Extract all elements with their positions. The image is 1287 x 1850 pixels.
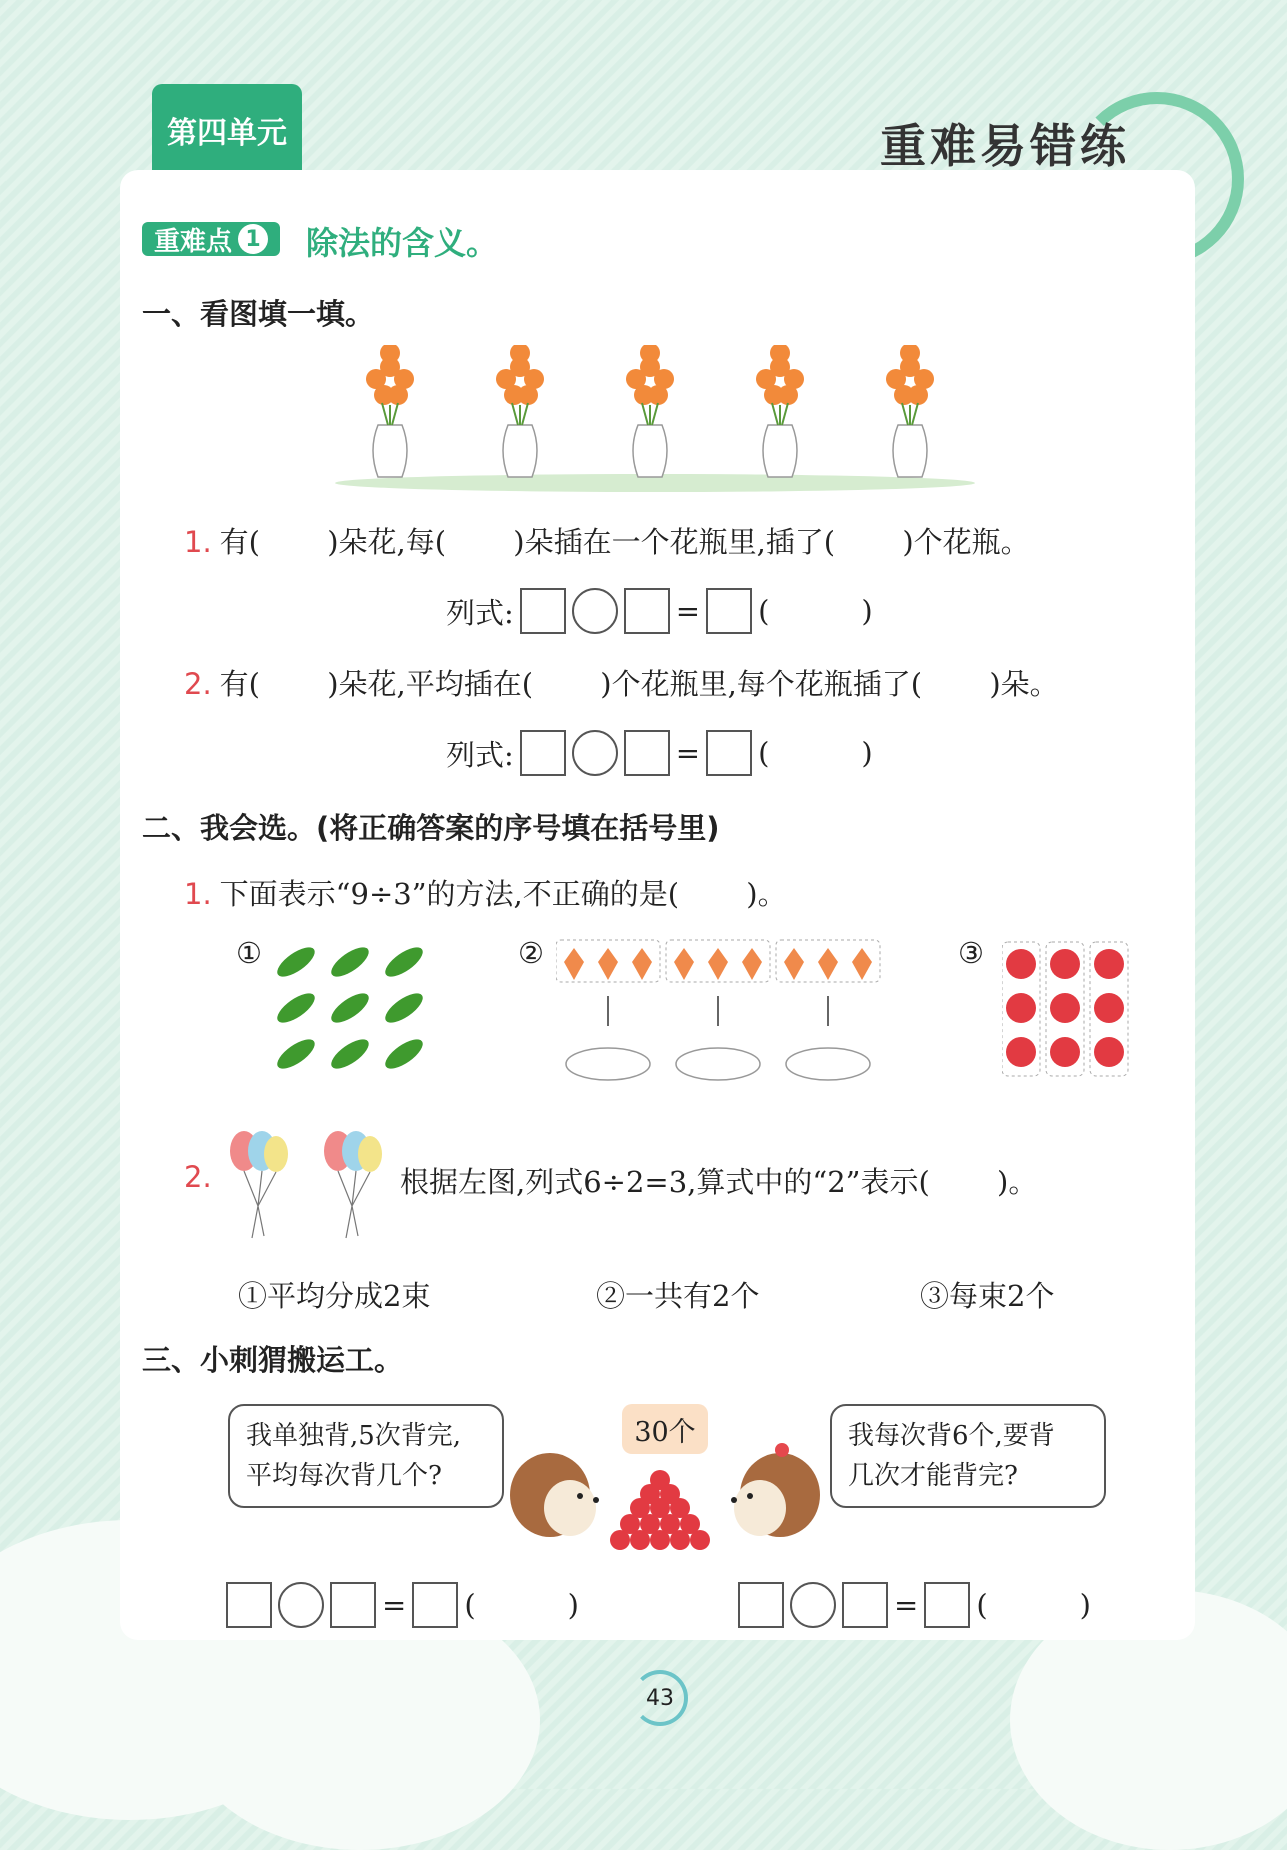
cucumber-icon xyxy=(273,942,319,982)
answer-box[interactable] xyxy=(520,588,566,634)
key-point-number: 1 xyxy=(238,224,268,254)
choice-3: ③每束2个 xyxy=(920,1279,1055,1313)
flower-vase xyxy=(496,345,544,477)
plate-icon xyxy=(676,1048,760,1080)
apple-icon xyxy=(1050,949,1080,979)
operator-circle[interactable] xyxy=(572,730,618,776)
cucumbers-illustration xyxy=(268,940,438,1080)
equals-sign: = xyxy=(382,1588,407,1622)
equals-sign: = xyxy=(675,594,701,628)
question-text: 有( )朵花,平均插在( )个花瓶里,每个花瓶插了( )朵。 xyxy=(219,667,1059,701)
answer-box[interactable] xyxy=(330,1582,376,1628)
apple-icon xyxy=(1094,949,1124,979)
option-mark-2: ② xyxy=(518,936,544,970)
unit-paren-open: ( xyxy=(464,1588,476,1622)
flower-vase xyxy=(886,345,934,477)
answer-box[interactable] xyxy=(706,588,752,634)
section-3-formula-left xyxy=(226,1582,579,1628)
bubble-line: 我单独背,5次背完, xyxy=(246,1421,462,1451)
cucumber-icon xyxy=(381,1034,427,1074)
cucumber-icon xyxy=(381,942,427,982)
unit-paren-close: ) xyxy=(1079,1588,1091,1622)
question-text: 有( )朵花,每( )朵插在一个花瓶里,插了( )个花瓶。 xyxy=(219,525,1030,559)
apple-icon xyxy=(1094,993,1124,1023)
answer-box[interactable] xyxy=(412,1582,458,1628)
apple-icon xyxy=(650,1470,670,1490)
option-mark-3: ③ xyxy=(958,936,984,970)
apple-icon xyxy=(1006,1037,1036,1067)
answer-box[interactable] xyxy=(520,730,566,776)
carrot-icon xyxy=(708,948,728,980)
flower-vase xyxy=(756,345,804,477)
apple-icon xyxy=(1006,949,1036,979)
carrot-icon xyxy=(598,948,618,980)
question-number: 1. xyxy=(184,877,212,911)
cucumber-icon xyxy=(381,988,427,1028)
hedgehogs-apples-illustration xyxy=(500,1440,830,1560)
unit-label: 第四单元 xyxy=(167,116,287,151)
answer-box[interactable] xyxy=(624,588,670,634)
section-2-q2-text: 根据左图,列式6÷2=3,算式中的“2”表示( )。 xyxy=(400,1165,1038,1199)
flower-vases-illustration xyxy=(330,345,980,495)
answer-box[interactable] xyxy=(226,1582,272,1628)
key-point-tag-label: 重难点 xyxy=(154,226,233,257)
section-1-q1 xyxy=(184,520,1030,561)
option-mark-1: ① xyxy=(236,936,262,970)
answer-box[interactable] xyxy=(924,1582,970,1628)
section-2-q2 xyxy=(184,1160,220,1194)
page-number: 43 xyxy=(632,1670,688,1726)
unit-paren-open: ( xyxy=(758,594,770,628)
carrot-icon xyxy=(564,948,584,980)
cucumber-icon xyxy=(273,988,319,1028)
operator-circle[interactable] xyxy=(572,588,618,634)
unit-paren-open: ( xyxy=(758,736,770,770)
section-2-title: 二、我会选。(将正确答案的序号填在括号里) xyxy=(142,811,720,845)
apple-icon xyxy=(1006,993,1036,1023)
bubble-line: 我每次背6个,要背 xyxy=(848,1421,1055,1451)
cucumber-icon xyxy=(327,942,373,982)
answer-box[interactable] xyxy=(842,1582,888,1628)
carrot-icon xyxy=(784,948,804,980)
flower-vase xyxy=(366,345,414,477)
carrot-icon xyxy=(674,948,694,980)
unit-paren-close: ) xyxy=(861,594,873,628)
question-number: 1. xyxy=(184,525,212,559)
apple-icon xyxy=(1050,993,1080,1023)
apple-count-tag: 30个 xyxy=(622,1404,708,1454)
choice-2: ②一共有2个 xyxy=(596,1279,760,1313)
speech-bubble-left xyxy=(228,1404,504,1508)
cucumber-icon xyxy=(273,1034,319,1074)
section-1-title: 一、看图填一填。 xyxy=(142,297,375,331)
question-number: 2. xyxy=(184,1160,212,1194)
carrot-icon xyxy=(818,948,838,980)
cucumber-icon xyxy=(327,1034,373,1074)
bubble-line: 几次才能背完? xyxy=(848,1461,1018,1491)
answer-box[interactable] xyxy=(706,730,752,776)
apple-icon xyxy=(1050,1037,1080,1067)
operator-circle[interactable] xyxy=(278,1582,324,1628)
flower-vase xyxy=(626,345,674,477)
carrot-icon xyxy=(632,948,652,980)
section-1-q2-formula xyxy=(446,730,873,776)
question-text: 下面表示“9÷3”的方法,不正确的是( )。 xyxy=(219,877,787,911)
answer-box[interactable] xyxy=(738,1582,784,1628)
banner-title: 重难易错练 xyxy=(880,119,1130,173)
equals-sign: = xyxy=(675,736,701,770)
unit-paren-close: ) xyxy=(861,736,873,770)
choice-1: ①平均分成2束 xyxy=(238,1279,431,1313)
key-point-tag xyxy=(142,222,280,256)
bubble-line: 平均每次背几个? xyxy=(246,1461,442,1491)
formula-label: 列式: xyxy=(446,737,514,772)
formula-label: 列式: xyxy=(446,595,514,630)
equals-sign: = xyxy=(894,1588,919,1622)
apple-icon xyxy=(1094,1037,1124,1067)
speech-bubble-right xyxy=(830,1404,1106,1508)
plate-icon xyxy=(786,1048,870,1080)
plate-icon xyxy=(566,1048,650,1080)
carrot-icon xyxy=(742,948,762,980)
operator-circle[interactable] xyxy=(790,1582,836,1628)
unit-paren-open: ( xyxy=(976,1588,988,1622)
cucumber-icon xyxy=(327,988,373,1028)
section-1-q1-formula xyxy=(446,588,873,634)
carrots-to-plates-illustration xyxy=(556,938,888,1088)
apples-grouped-illustration xyxy=(1002,940,1132,1080)
balloons-illustration xyxy=(218,1126,398,1246)
unit-tab xyxy=(152,84,302,176)
section-1-q2 xyxy=(184,662,1059,703)
carrot-icon xyxy=(852,948,872,980)
section-3-title: 三、小刺猬搬运工。 xyxy=(142,1343,404,1377)
key-point-title: 除法的含义。 xyxy=(306,224,499,262)
section-2-q1 xyxy=(184,872,787,913)
section-3-formula-right xyxy=(738,1582,1091,1628)
unit-paren-close: ) xyxy=(567,1588,579,1622)
question-number: 2. xyxy=(184,667,212,701)
answer-box[interactable] xyxy=(624,730,670,776)
